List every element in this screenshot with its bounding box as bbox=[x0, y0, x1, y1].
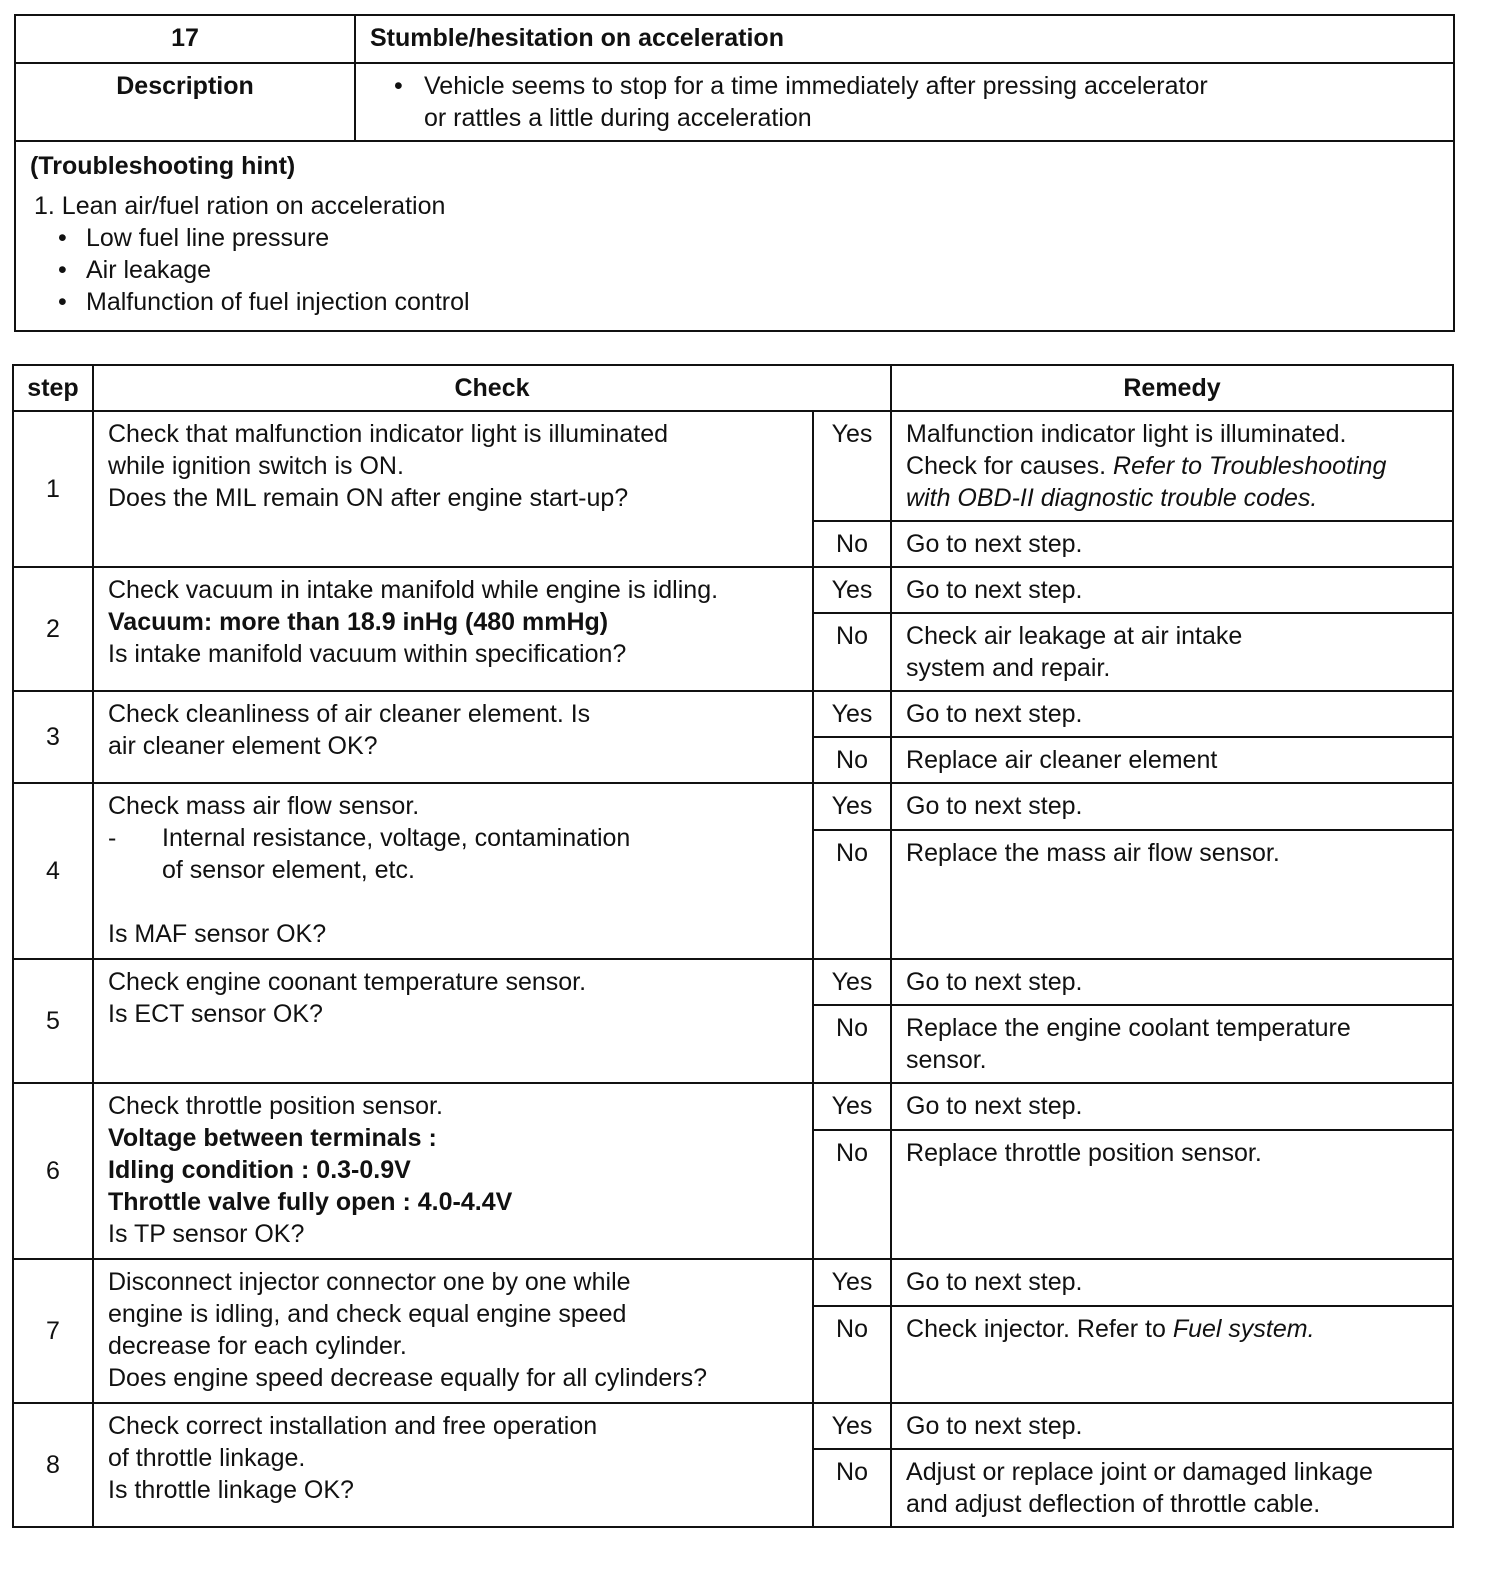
check-spec: Voltage between terminals : bbox=[108, 1124, 437, 1152]
step-check bbox=[93, 1259, 813, 1403]
hint-subitem: Low fuel line pressure bbox=[86, 224, 330, 252]
check-line: Is MAF sensor OK? bbox=[108, 920, 327, 948]
hint-subitem: Air leakage bbox=[86, 256, 212, 284]
yes-label: Yes bbox=[813, 783, 891, 830]
yes-label: Yes bbox=[813, 1259, 891, 1306]
check-line: Check vacuum in intake manifold while engine is idling. bbox=[108, 576, 719, 604]
column-header-check: Check bbox=[93, 365, 891, 411]
step-number: 1 bbox=[13, 411, 93, 567]
bullet-icon: • bbox=[58, 256, 67, 284]
check-line: Check mass air flow sensor. bbox=[108, 792, 420, 820]
remedy-line: Adjust or replace joint or damaged linkage bbox=[906, 1458, 1373, 1486]
step-check bbox=[93, 691, 813, 783]
check-line: air cleaner element OK? bbox=[108, 732, 378, 760]
check-line: Is intake manifold vacuum within specification? bbox=[108, 640, 627, 668]
no-label: No bbox=[813, 1130, 891, 1259]
no-remedy bbox=[891, 1449, 1453, 1527]
step-number: 8 bbox=[13, 1403, 93, 1527]
check-line: Does the MIL remain ON after engine start-up? bbox=[108, 484, 629, 512]
yes-remedy: Go to next step. bbox=[891, 1403, 1453, 1449]
check-subline: of sensor element, etc. bbox=[162, 856, 415, 884]
step-check bbox=[93, 567, 813, 691]
no-label: No bbox=[813, 1449, 891, 1527]
check-line: while ignition switch is ON. bbox=[108, 452, 404, 480]
bullet-icon: • bbox=[58, 288, 67, 316]
remedy-line: Replace the engine coolant temperature bbox=[906, 1014, 1351, 1042]
yes-label: Yes bbox=[813, 691, 891, 737]
remedy-reference: with OBD-II diagnostic trouble codes. bbox=[906, 484, 1318, 512]
check-line: Check throttle position sensor. bbox=[108, 1092, 443, 1120]
no-label: No bbox=[813, 521, 891, 567]
yes-remedy: Go to next step. bbox=[891, 783, 1453, 830]
column-header-step: step bbox=[13, 365, 93, 411]
hint-subitem: Malfunction of fuel injection control bbox=[86, 288, 470, 316]
yes-remedy bbox=[891, 411, 1453, 521]
check-spec: Throttle valve fully open : 4.0-4.4V bbox=[108, 1188, 513, 1216]
no-remedy: Replace throttle position sensor. bbox=[891, 1130, 1453, 1259]
step-check bbox=[93, 783, 813, 959]
column-header-remedy: Remedy bbox=[891, 365, 1453, 411]
yes-label: Yes bbox=[813, 959, 891, 1005]
symptom-header bbox=[14, 14, 1455, 332]
step-check bbox=[93, 411, 813, 567]
remedy-line: and adjust deflection of throttle cable. bbox=[906, 1490, 1321, 1518]
symptom-title: Stumble/hesitation on acceleration bbox=[355, 15, 1454, 63]
no-label: No bbox=[813, 1306, 891, 1403]
yes-label: Yes bbox=[813, 1403, 891, 1449]
check-spec: Vacuum: more than 18.9 inHg (480 mmHg) bbox=[108, 608, 609, 636]
step-number: 6 bbox=[13, 1083, 93, 1259]
step-check bbox=[93, 1083, 813, 1259]
no-remedy bbox=[891, 1005, 1453, 1083]
bullet-icon: • bbox=[58, 224, 67, 252]
check-subline: Internal resistance, voltage, contamination bbox=[162, 824, 631, 852]
remedy-text: Check injector. Refer to bbox=[906, 1314, 1173, 1343]
check-line: Check cleanliness of air cleaner element. Is bbox=[108, 700, 591, 728]
check-line: Does engine speed decrease equally for all cylinders? bbox=[108, 1364, 707, 1392]
step-number: 3 bbox=[13, 691, 93, 783]
step-number: 4 bbox=[13, 783, 93, 959]
remedy-reference: Fuel system. bbox=[1172, 1314, 1315, 1343]
remedy-reference: Refer to Troubleshooting bbox=[1113, 452, 1387, 480]
check-line: Check that malfunction indicator light is illuminated bbox=[108, 420, 668, 448]
check-line: decrease for each cylinder. bbox=[108, 1332, 407, 1360]
yes-remedy: Go to next step. bbox=[891, 1083, 1453, 1130]
check-line: Is TP sensor OK? bbox=[108, 1220, 305, 1248]
check-line: Check engine coonant temperature sensor. bbox=[108, 968, 587, 996]
check-spec: Idling condition : 0.3-0.9V bbox=[108, 1156, 411, 1184]
description-cell bbox=[355, 63, 1454, 141]
yes-label: Yes bbox=[813, 567, 891, 613]
hint-item: 1. Lean air/fuel ration on acceleration bbox=[34, 192, 446, 220]
step-number: 5 bbox=[13, 959, 93, 1083]
check-line: Is ECT sensor OK? bbox=[108, 1000, 323, 1028]
step-number: 7 bbox=[13, 1259, 93, 1403]
no-label: No bbox=[813, 613, 891, 691]
yes-label: Yes bbox=[813, 1083, 891, 1130]
step-check bbox=[93, 1403, 813, 1527]
yes-remedy: Go to next step. bbox=[891, 1259, 1453, 1306]
check-line: Check correct installation and free operation bbox=[108, 1412, 598, 1440]
dash-icon: - bbox=[108, 824, 117, 852]
description-line-1: Vehicle seems to stop for a time immediately after pressing accelerator bbox=[424, 72, 1208, 100]
remedy-line: Check air leakage at air intake bbox=[906, 622, 1243, 650]
yes-remedy: Go to next step. bbox=[891, 959, 1453, 1005]
symptom-number: 17 bbox=[15, 15, 355, 63]
no-remedy: Replace the mass air flow sensor. bbox=[891, 830, 1453, 959]
no-label: No bbox=[813, 737, 891, 783]
no-remedy bbox=[891, 1306, 1453, 1403]
remedy-text: Check for causes. bbox=[906, 452, 1114, 480]
step-number: 2 bbox=[13, 567, 93, 691]
yes-remedy: Go to next step. bbox=[891, 691, 1453, 737]
check-line: Is throttle linkage OK? bbox=[108, 1476, 354, 1504]
diagnostic-steps-table bbox=[12, 364, 1454, 1528]
remedy-line: Malfunction indicator light is illuminated. bbox=[906, 420, 1347, 448]
check-line: of throttle linkage. bbox=[108, 1444, 306, 1472]
remedy-line: system and repair. bbox=[906, 654, 1111, 682]
yes-label: Yes bbox=[813, 411, 891, 521]
description-label: Description bbox=[15, 63, 355, 141]
no-remedy bbox=[891, 613, 1453, 691]
description-line-2: or rattles a little during acceleration bbox=[424, 104, 812, 132]
troubleshooting-hint bbox=[15, 141, 1454, 331]
no-remedy: Replace air cleaner element bbox=[891, 737, 1453, 783]
no-label: No bbox=[813, 830, 891, 959]
check-line: Disconnect injector connector one by one while bbox=[108, 1268, 631, 1296]
yes-remedy: Go to next step. bbox=[891, 567, 1453, 613]
no-remedy: Go to next step. bbox=[891, 521, 1453, 567]
bullet-icon: • bbox=[394, 72, 403, 100]
hint-title: (Troubleshooting hint) bbox=[30, 152, 296, 180]
step-check bbox=[93, 959, 813, 1083]
remedy-line: sensor. bbox=[906, 1046, 987, 1074]
check-line: engine is idling, and check equal engine speed bbox=[108, 1300, 627, 1328]
no-label: No bbox=[813, 1005, 891, 1083]
